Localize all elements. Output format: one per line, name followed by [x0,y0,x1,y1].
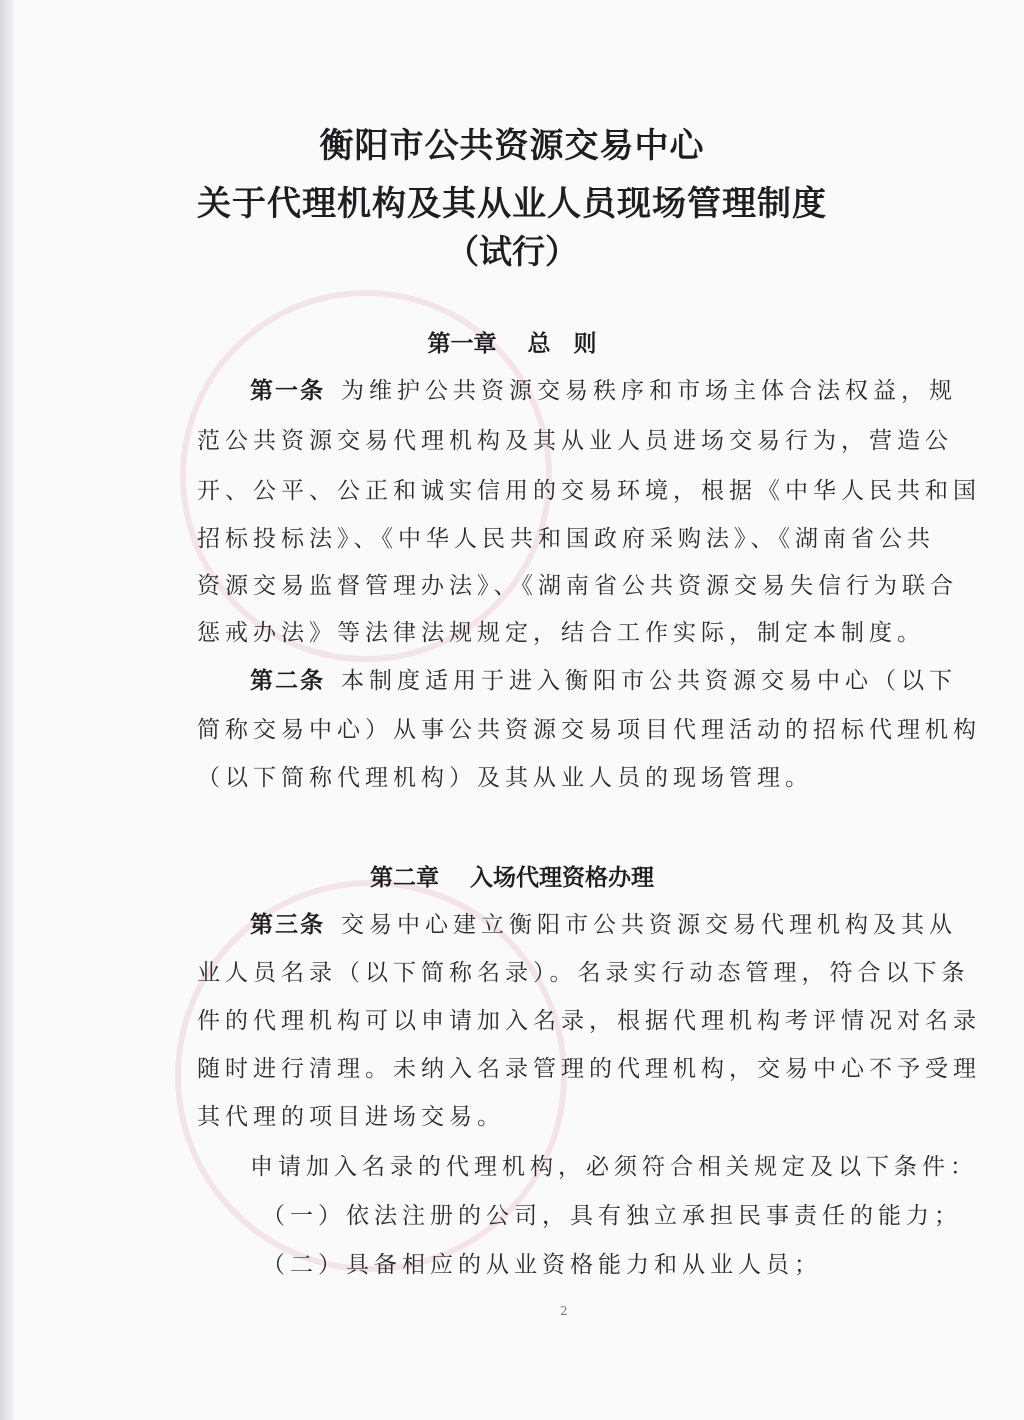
document-title-line-3: （试行） [446,232,578,271]
article-2-line: （以下简称代理机构）及其从业人员的现场管理。 [197,765,813,791]
article-3-line: 随时进行清理。未纳入名录管理的代理机构，交易中心不予受理 [197,1056,981,1082]
document-title-line-2: 关于代理机构及其从业人员现场管理制度 [197,184,827,224]
chapter-2-heading: 第二章 入场代理资格办理 [369,865,654,891]
article-1-line: 范公共资源交易代理机构及其从业人员进场交易行为，营造公 [197,428,953,454]
article-3-line: 件的代理机构可以申请加入名录，根据代理机构考评情况对名录 [197,1008,981,1034]
requirements-intro: 申请加入名录的代理机构，必须符合相关规定及以下条件： [250,1154,978,1180]
article-1-line: 资源交易监督管理办法》、《湖南省公共资源交易失信行为联合 [197,573,958,599]
article-3-label: 第三条 [250,912,325,938]
condition-item: （一）依法注册的公司，具有独立承担民事责任的能力； [262,1203,962,1229]
document-title-line-1: 衡阳市公共资源交易中心 [319,126,705,166]
article-3-line: 第三条 交易中心建立衡阳市公共资源交易代理机构及其从 [250,912,957,938]
article-1-line: 开、公平、公正和诚实信用的交易环境，根据《中华人民共和国 [197,478,981,504]
article-3-line: 其代理的项目进场交易。 [197,1104,505,1130]
article-1-label: 第一条 [250,378,325,404]
article-1-line: 第一条 为维护公共资源交易秩序和市场主体合法权益，规 [250,378,957,404]
article-2-line: 第二条 本制度适用于进入衡阳市公共资源交易中心（以下 [250,668,957,694]
article-1-line: 惩戒办法》等法律法规规定，结合工作实际，制定本制度。 [197,620,925,646]
article-2-label: 第二条 [250,668,325,694]
chapter-1-heading: 第一章 总 则 [427,331,597,357]
page-number: 2 [560,1304,568,1318]
article-1-line: 招标投标法》、《中华人民共和国政府采购法》、《湖南省公共 [197,526,935,552]
article-3-line: 业人员名录（以下简称名录）。名录实行动态管理，符合以下条 [197,960,970,986]
condition-item: （二）具备相应的从业资格能力和从业人员； [262,1252,822,1278]
article-2-line: 简称交易中心）从事公共资源交易项目代理活动的招标代理机构 [197,717,981,743]
